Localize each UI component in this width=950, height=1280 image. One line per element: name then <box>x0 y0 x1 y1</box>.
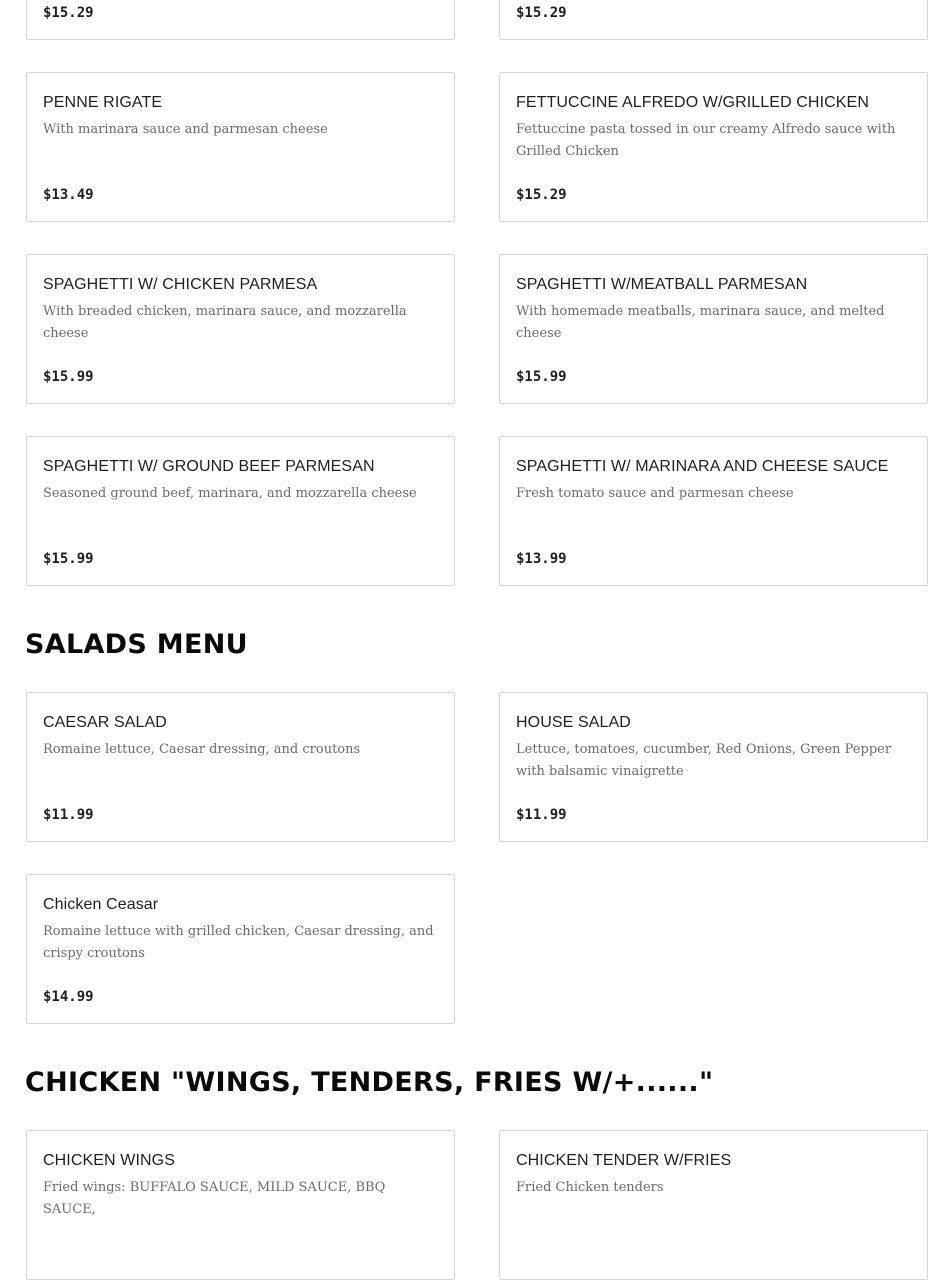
item-description: Fresh tomato sauce and parmesan cheese <box>516 486 794 501</box>
section-heading-chicken: CHICKEN "WINGS, TENDERS, FRIES W/+......" <box>25 1067 714 1098</box>
salads-items-grid <box>0 692 950 1024</box>
item-price: $11.99 <box>43 807 94 823</box>
menu-item-card[interactable] <box>26 874 455 1024</box>
item-title: CHICKEN TENDER W/FRIES <box>516 1152 732 1169</box>
item-description: Romaine lettuce with grilled chicken, Caesar dressing, and crispy croutons <box>43 924 434 961</box>
menu-item-card[interactable] <box>26 254 455 404</box>
item-description: Seasoned ground beef, marinara, and mozzarella cheese <box>43 486 417 501</box>
item-title: Chicken Ceasar <box>43 896 159 913</box>
pasta-items-grid <box>0 72 950 586</box>
item-description: Lettuce, tomatoes, cucumber, Red Onions, Green Pepper with balsamic vinaigrette <box>516 742 892 779</box>
menu-item-card[interactable] <box>26 72 455 222</box>
item-title: HOUSE SALAD <box>516 714 631 731</box>
pasta-top-row <box>0 0 950 40</box>
menu-item-card[interactable] <box>26 0 455 40</box>
item-title: CAESAR SALAD <box>43 714 167 731</box>
item-title: SPAGHETTI W/ CHICKEN PARMESA <box>43 276 318 293</box>
menu-item-card[interactable] <box>26 692 455 842</box>
item-price: $15.29 <box>516 187 567 203</box>
item-description: Fettuccine pasta tossed in our creamy Alfredo sauce with Grilled Chicken <box>516 122 896 159</box>
menu-item-card[interactable] <box>499 436 928 586</box>
item-price: $15.99 <box>43 369 94 385</box>
menu-item-card[interactable] <box>499 0 928 40</box>
item-title: SPAGHETTI W/ MARINARA AND CHEESE SAUCE <box>516 458 889 475</box>
item-description: With breaded chicken, marinara sauce, and mozzarella cheese <box>43 304 407 341</box>
chicken-items-grid <box>0 1130 950 1280</box>
item-price: $13.49 <box>43 187 94 203</box>
item-price: $11.99 <box>516 807 567 823</box>
menu-item-card[interactable] <box>499 692 928 842</box>
item-title: SPAGHETTI W/ GROUND BEEF PARMESAN <box>43 458 375 475</box>
item-price: $14.99 <box>43 989 94 1005</box>
menu-item-card[interactable] <box>499 72 928 222</box>
item-price: $13.99 <box>516 551 567 567</box>
item-description: Romaine lettuce, Caesar dressing, and croutons <box>43 742 361 757</box>
item-description: With marinara sauce and parmesan cheese <box>43 122 328 137</box>
section-heading-salads: SALADS MENU <box>25 629 248 660</box>
item-description: Fried wings: BUFFALO SAUCE, MILD SAUCE, BBQ SAUCE, <box>43 1180 386 1217</box>
item-price: $15.99 <box>43 551 94 567</box>
item-price: $15.29 <box>43 5 94 21</box>
item-description: With homemade meatballs, marinara sauce, and melted cheese <box>516 304 885 341</box>
item-title: SPAGHETTI W/MEATBALL PARMESAN <box>516 276 808 293</box>
menu-item-card[interactable] <box>26 436 455 586</box>
item-price: $15.29 <box>516 5 567 21</box>
item-title: FETTUCCINE ALFREDO W/GRILLED CHICKEN <box>516 94 869 111</box>
menu-item-card[interactable] <box>499 254 928 404</box>
item-description: Fried Chicken tenders <box>516 1180 664 1195</box>
menu-item-card[interactable] <box>26 1130 455 1280</box>
menu-item-card[interactable] <box>499 1130 928 1280</box>
item-title: CHICKEN WINGS <box>43 1152 175 1169</box>
item-price: $15.99 <box>516 369 567 385</box>
item-title: PENNE RIGATE <box>43 94 163 111</box>
